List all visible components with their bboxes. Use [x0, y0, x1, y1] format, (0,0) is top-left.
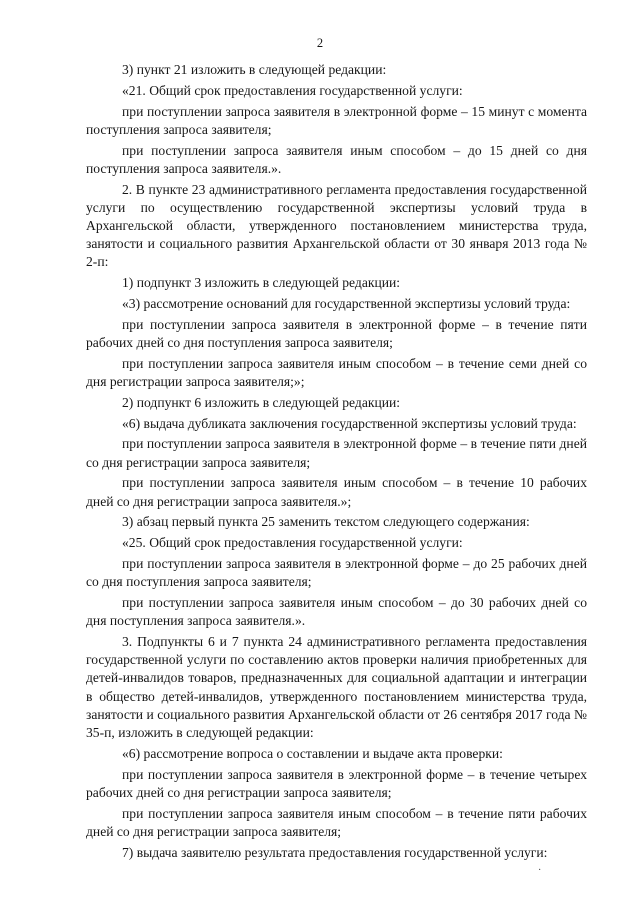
paragraph: при поступлении запроса заявителя иным способом – в течение семи дней со дня регистрации запроса заявителя;»;: [86, 355, 587, 389]
paragraph: при поступлении запроса заявителя иным способом – до 30 рабочих дней со дня поступления запроса заявителя.».: [86, 594, 587, 629]
page-number: 2: [316, 36, 324, 50]
paragraph: «6) выдача дубликата заключения государственной экспертизы условий труда:: [122, 415, 577, 431]
paragraph: 2) подпункт 6 изложить в следующей редакции:: [122, 394, 401, 410]
paragraph: при поступлении запроса заявителя иным способом – до 15 дней со дня поступления запроса заявителя.».: [86, 142, 587, 176]
scan-speck: ·: [538, 865, 542, 876]
paragraph: 1) подпункт 3 изложить в следующей редакции:: [122, 275, 401, 291]
paragraph: 3. Подпункты 6 и 7 пункта 24 административного регламента предоставления государственной услуги по составлению актов проверки наличия приобретенных для детей-инвалидов товаров, предназначенных для социальной адаптации и интеграции в общество детей-инвалидов, утвержденного постановлением министерства труда, занятости и социального развития Архангельской области от 26 сентября 2017 года № 35-п, изложить в следующей редакции:: [86, 633, 587, 740]
paragraph: 7) выдача заявителю результата предоставления государственной услуги:: [122, 844, 548, 860]
paragraph: при поступлении запроса заявителя иным способом – в течение 10 рабочих дней со дня регистрации запроса заявителя.»;: [86, 475, 587, 509]
paragraph: при поступлении запроса заявителя в электронной форме – 15 минут с момента поступления запроса заявителя;: [86, 103, 587, 137]
document-body: [86, 61, 587, 864]
paragraph: при поступлении запроса заявителя в электронной форме – до 25 рабочих дней со дня поступления запроса заявителя;: [86, 555, 587, 590]
paragraph: 3) абзац первый пункта 25 заменить текстом следующего содержания:: [122, 514, 530, 530]
paragraph: «3) рассмотрение оснований для государственной экспертизы условий труда:: [122, 296, 571, 311]
paragraph: «6) рассмотрение вопроса о составлении и выдаче акта проверки:: [122, 745, 503, 761]
paragraph: 2. В пункте 23 административного регламента предоставления государственной услуги по осуществлению государственной экспертизы условий труда в Архангельской области, утвержденного постановлением министерства труда, занятости и социального развития Архангельской области от 30 января 2013 года № 2-п:: [86, 181, 587, 270]
paragraph: при поступлении запроса заявителя в электронной форме – в течение пяти рабочих дней со дня поступления запроса заявителя;: [86, 316, 587, 350]
paragraph: 3) пункт 21 изложить в следующей редакции:: [122, 62, 387, 77]
paragraph: «21. Общий срок предоставления государственной услуги:: [122, 82, 463, 98]
paragraph: при поступлении запроса заявителя иным способом – в течение пяти рабочих дней со дня регистрации запроса заявителя;: [86, 805, 587, 839]
paragraph: при поступлении запроса заявителя в электронной форме – в течение пяти дней со дня регистрации запроса заявителя;: [86, 436, 587, 470]
paragraph: «25. Общий срок предоставления государственной услуги:: [122, 535, 463, 551]
paragraph: при поступлении запроса заявителя в электронной форме – в течение четырех рабочих дней со дня регистрации запроса заявителя;: [86, 766, 587, 800]
